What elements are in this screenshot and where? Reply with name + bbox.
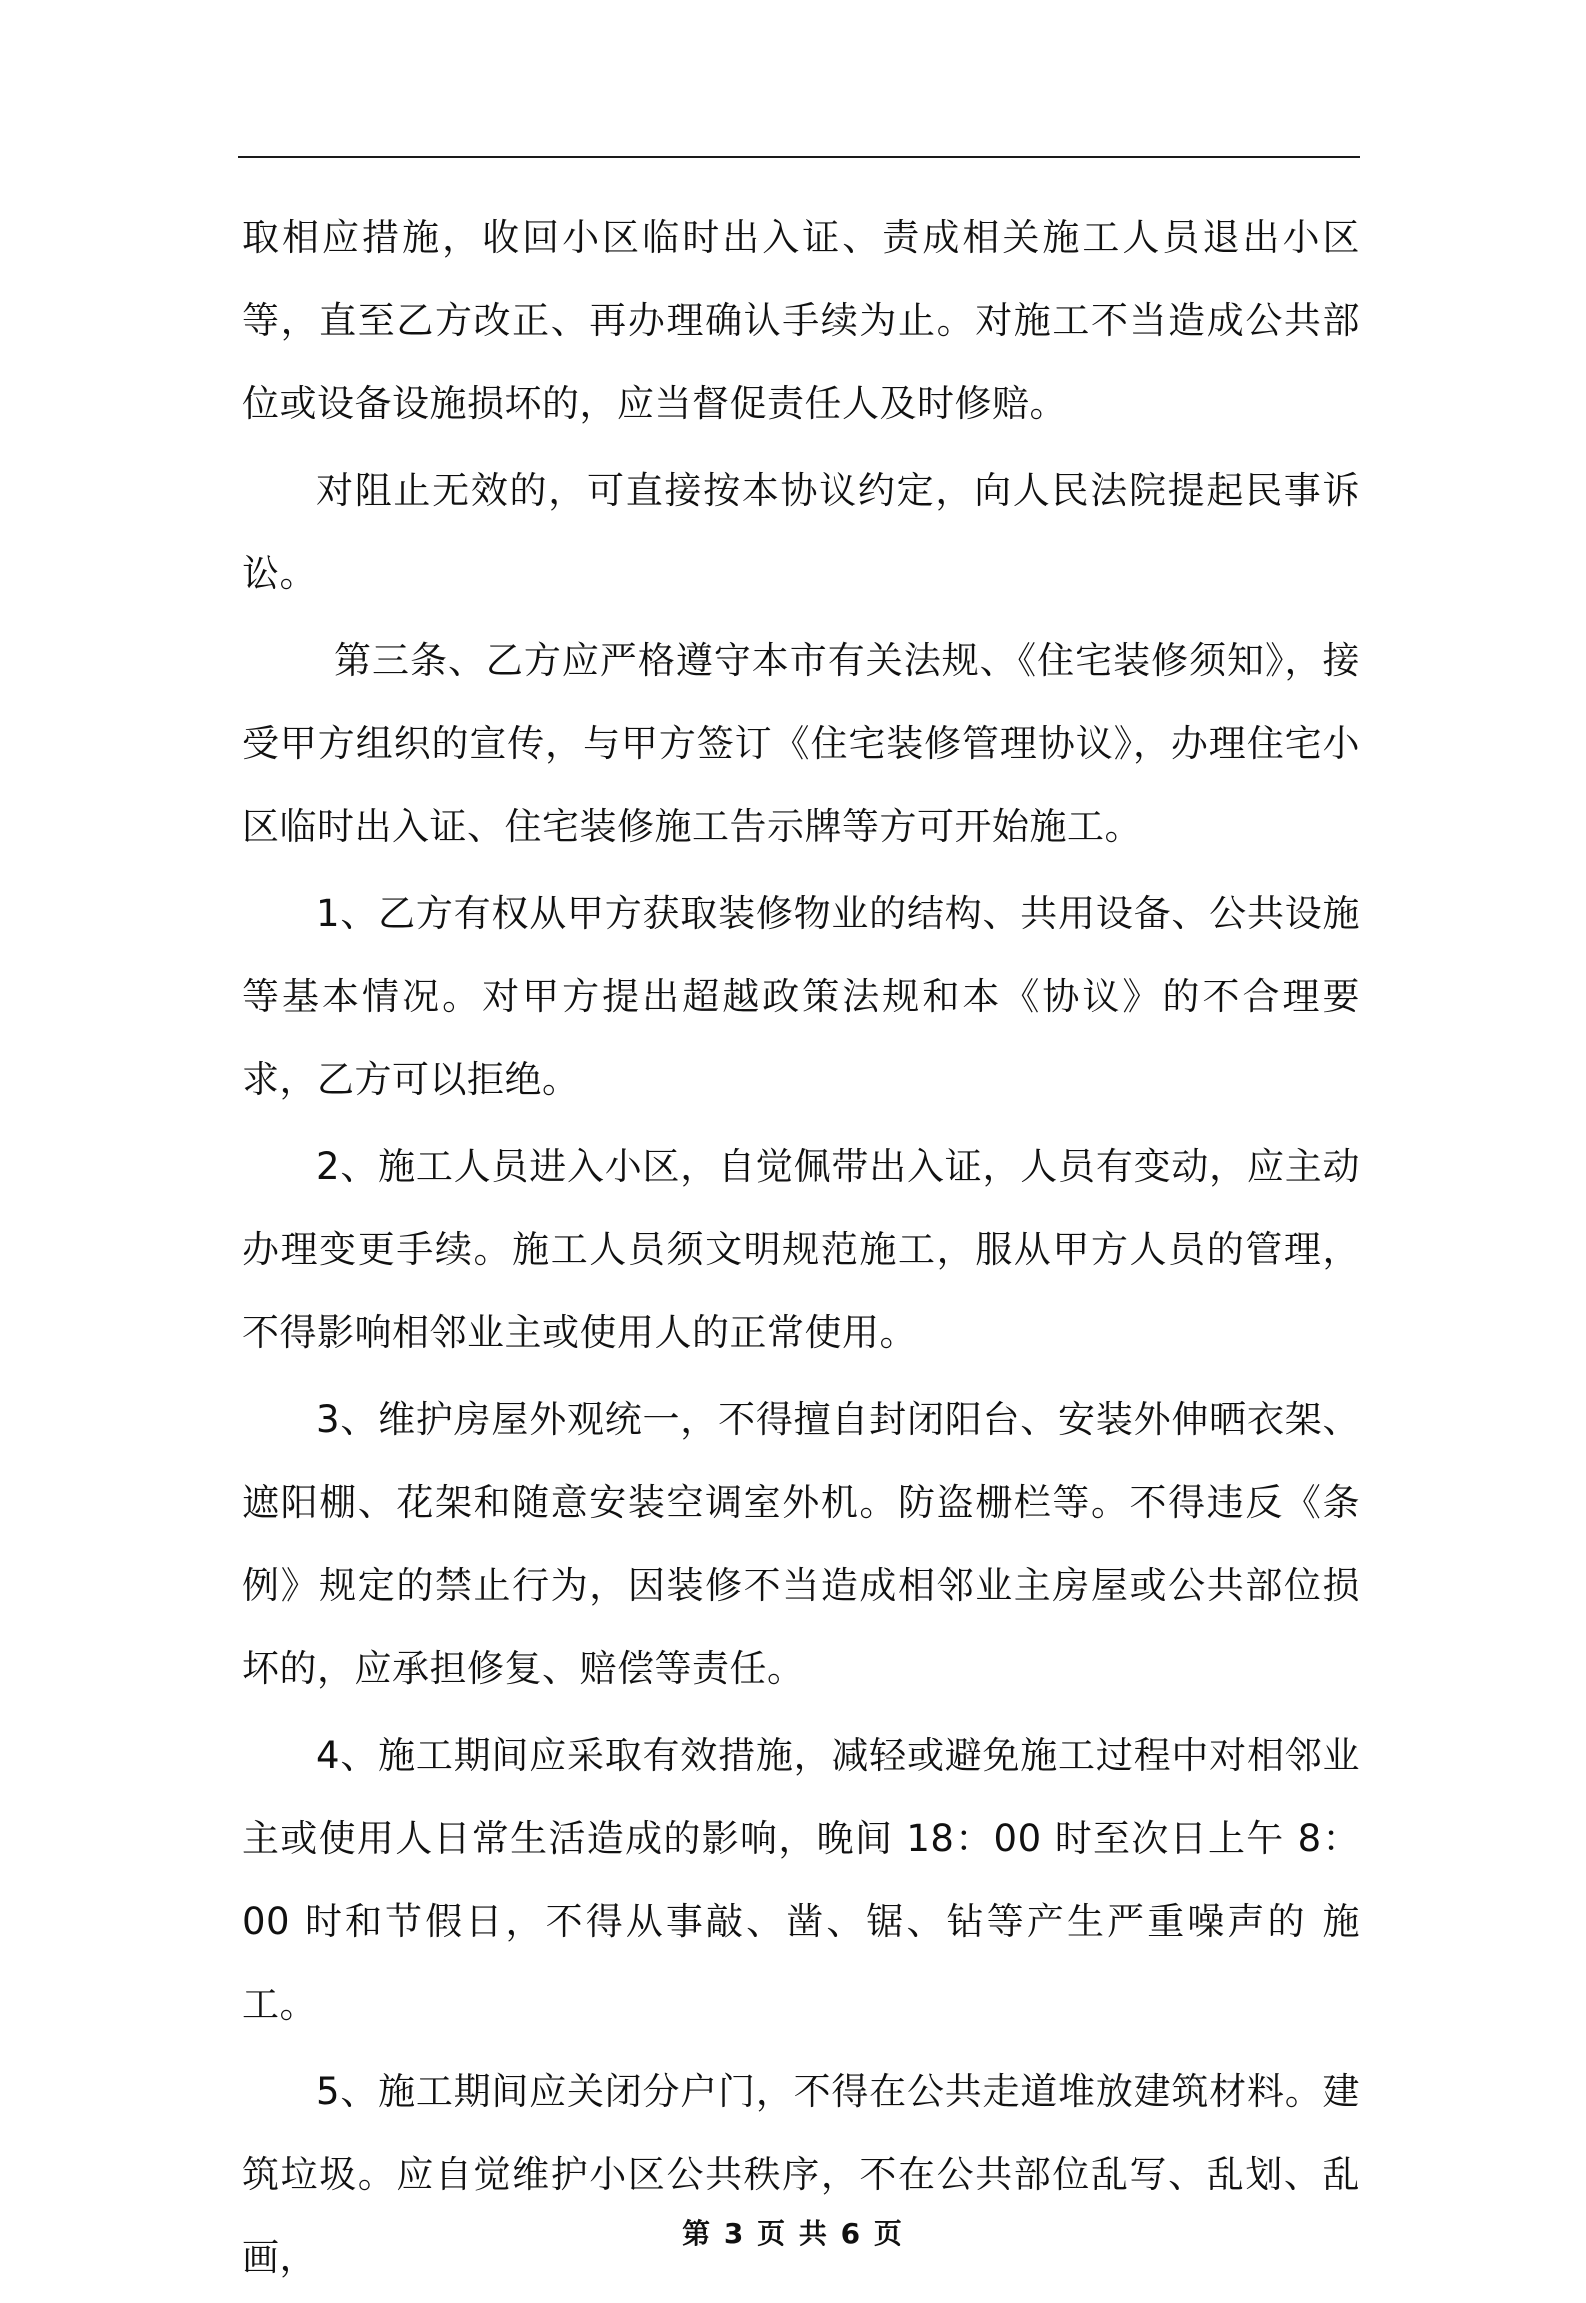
paragraph-article-3: 第三条、乙方应严格遵守本市有关法规、《住宅装修须知》，接受甲方组织的宣传，与甲方签订《住宅装修管理协议》，办理住宅小区临时出入证、住宅装修施工告示牌等方可开始施工。 [242,639,1360,848]
header-rule [238,156,1360,158]
paragraph-item-4: 4、施工期间应采取有效措施，减轻或避免施工过程中对相邻业主或使用人日常生活造成的影响，晚间 18：00 时至次日上午 8：00 时和节假日，不得从事敲、凿、锯、钻等产生严重噪声的 施工。 [242,1734,1360,2026]
paragraph-item-2: 2、施工人员进入小区，自觉佩带出入证，人员有变动，应主动办理变更手续。施工人员须文明规范施工，服从甲方人员的管理，不得影响相邻业主或使用人的正常使用。 [242,1145,1360,1354]
paragraph-continuation: 取相应措施，收回小区临时出入证、责成相关施工人员退出小区等，直至乙方改正、再办理确认手续为止。对施工不当造成公共部位或设备设施损坏的，应当督促责任人及时修赔。 [242,216,1360,425]
paragraph-item-3: 3、维护房屋外观统一，不得擅自封闭阳台、安装外伸晒衣架、遮阳棚、花架和随意安装空调室外机。防盗栅栏等。不得违反《条例》规定的禁止行为，因装修不当造成相邻业主房屋或公共部位损坏的，应承担修复、赔偿等责任。 [242,1398,1360,1690]
document-body [242,196,1360,2303]
paragraph-item-1: 1、乙方有权从甲方获取装修物业的结构、共用设备、公共设施等基本情况。对甲方提出超越政策法规和本《协议》的不合理要求，乙方可以拒绝。 [242,892,1360,1101]
paragraph-litigation: 对阻止无效的，可直接按本协议约定，向人民法院提起民事诉讼。 [242,469,1360,595]
paragraph-item-5: 5、施工期间应关闭分户门，不得在公共走道堆放建筑材料。建筑垃圾。应自觉维护小区公共秩序，不在公共部位乱写、乱划、乱画， [242,2070,1360,2279]
page-number-footer: 第 3 页 共 6 页 [682,2217,904,2250]
